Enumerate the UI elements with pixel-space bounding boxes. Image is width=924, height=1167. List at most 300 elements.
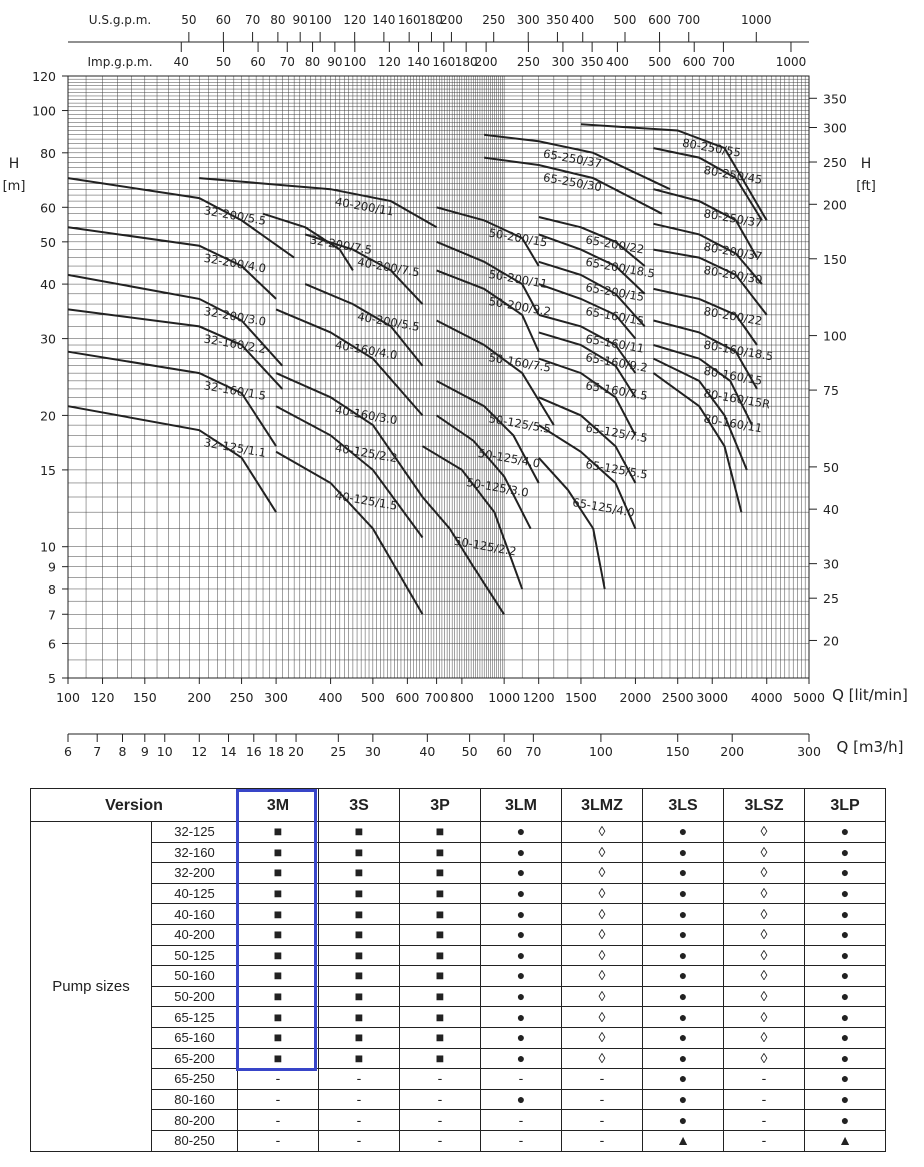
pump-curve: [423, 497, 505, 614]
availability-mark: ●: [481, 924, 562, 945]
curve-label: 80-200/37: [702, 239, 764, 264]
curve-label: 40-200/5.5: [356, 309, 421, 334]
usgpm-tick-label: 350: [545, 13, 569, 27]
y-tick-label: 5: [48, 671, 56, 686]
ft-tick-label: 40: [823, 502, 839, 518]
x-tick-label: 800: [449, 690, 474, 705]
m3h-tick-label: 200: [720, 744, 745, 759]
y-tick-label: 40: [40, 277, 56, 293]
x-tick-label: 600: [395, 690, 420, 705]
availability-mark: ●: [805, 904, 886, 925]
table-row: [31, 1089, 886, 1110]
y-tick-label: 7: [48, 607, 56, 623]
availability-mark: ●: [643, 1027, 724, 1048]
availability-mark: ■: [238, 1007, 319, 1028]
y-tick-label: 100: [32, 103, 56, 119]
ft-tick-label: 25: [823, 591, 839, 607]
curve-label: 80-250/37: [702, 206, 764, 231]
column-header-3m: 3M: [238, 789, 319, 822]
version-header: Version: [31, 789, 238, 822]
pump-size-cell: 80-250: [152, 1130, 238, 1151]
availability-mark: -: [724, 1110, 805, 1131]
y-tick-label: 6: [48, 636, 56, 652]
availability-mark: ■: [400, 945, 481, 966]
right-axis-unit: [ft]: [856, 179, 876, 194]
x-tick-label: 3000: [696, 690, 729, 705]
m3h-tick-label: 30: [364, 744, 381, 759]
x-tick-label: 1000: [488, 690, 521, 705]
availability-mark: ◊: [562, 904, 643, 925]
availability-mark: -: [400, 1069, 481, 1090]
availability-mark: ■: [238, 966, 319, 987]
ft-tick-label: 250: [823, 155, 847, 171]
pump-size-cell: 50-160: [152, 966, 238, 987]
pump-size-cell: 80-160: [152, 1089, 238, 1110]
usgpm-tick-label: 60: [215, 13, 232, 27]
availability-mark: ●: [481, 883, 562, 904]
impgpm-tick-label: 90: [327, 55, 343, 69]
m3h-tick-label: 150: [665, 744, 690, 759]
curve-label: 50-125/3.0: [465, 475, 530, 500]
availability-mark: ◊: [724, 904, 805, 925]
usgpm-tick-label: 600: [648, 13, 671, 27]
pump-size-cell: 32-125: [152, 822, 238, 843]
availability-mark: -: [319, 1069, 400, 1090]
curve-label: 65-125/4.0: [571, 495, 636, 520]
availability-mark: ◊: [724, 883, 805, 904]
availability-mark: ●: [643, 1069, 724, 1090]
availability-mark: ●: [643, 822, 724, 843]
column-header-3s: 3S: [319, 789, 400, 822]
x-tick-label: 1200: [522, 690, 555, 705]
column-header-3lm: 3LM: [481, 789, 562, 822]
availability-mark: ◊: [724, 863, 805, 884]
usgpm-tick-label: 140: [372, 13, 396, 27]
column-header-3lmz: 3LMZ: [562, 789, 643, 822]
impgpm-tick-label: 140: [407, 55, 431, 69]
ft-tick-label: 200: [823, 197, 847, 213]
x-tick-label: 4000: [750, 690, 783, 705]
availability-mark: ■: [319, 883, 400, 904]
availability-mark: ◊: [724, 986, 805, 1007]
table-row: [31, 822, 886, 843]
m3h-tick-label: 8: [118, 744, 127, 759]
availability-mark: -: [724, 1130, 805, 1151]
availability-mark: ■: [400, 842, 481, 863]
availability-mark: -: [481, 1130, 562, 1151]
availability-mark: ■: [238, 986, 319, 1007]
availability-mark: ●: [805, 1027, 886, 1048]
availability-mark: ●: [805, 966, 886, 987]
m3h-tick-label: 6: [64, 744, 72, 759]
y-tick-label: 15: [40, 462, 56, 478]
usgpm-tick-label: 160: [397, 13, 421, 27]
availability-mark: ■: [319, 904, 400, 925]
y-tick-label: 10: [40, 539, 56, 555]
availability-mark: -: [238, 1089, 319, 1110]
x-tick-label: 150: [132, 690, 157, 705]
curve-label: 80-200/22: [702, 304, 764, 329]
usgpm-tick-label: 70: [244, 13, 261, 27]
curve-label: 32-200/4.0: [202, 250, 268, 276]
pump-size-cell: 80-200: [152, 1110, 238, 1131]
availability-mark: -: [400, 1110, 481, 1131]
y-tick-label: 20: [40, 408, 56, 424]
table-row: [31, 1069, 886, 1090]
availability-mark: ●: [805, 863, 886, 884]
y-tick-label: 50: [40, 234, 56, 250]
impgpm-tick-label: 50: [215, 55, 232, 69]
curve-label: 50-200/9.2: [487, 294, 553, 319]
curve-label: 80-250/55: [681, 135, 742, 160]
ft-tick-label: 300: [823, 120, 847, 136]
availability-mark: ■: [400, 986, 481, 1007]
curve-label: 50-200/15: [487, 225, 549, 250]
table-row: [31, 1130, 886, 1151]
ft-tick-label: 150: [823, 251, 847, 267]
pump-size-cell: 50-200: [152, 986, 238, 1007]
curve-label: 65-250/30: [542, 170, 603, 195]
availability-mark: ◊: [724, 1027, 805, 1048]
y-tick-label: 8: [48, 581, 56, 597]
availability-mark: ■: [319, 1048, 400, 1069]
m3h-tick-label: 60: [496, 744, 513, 759]
availability-mark: ■: [400, 924, 481, 945]
availability-mark: ●: [643, 842, 724, 863]
x-tick-label: 700: [424, 690, 449, 705]
availability-mark: ■: [238, 1027, 319, 1048]
availability-mark: ◊: [724, 842, 805, 863]
availability-mark: ●: [481, 966, 562, 987]
availability-mark: ●: [643, 1110, 724, 1131]
availability-mark: ●: [805, 945, 886, 966]
pump-curve: [68, 406, 276, 512]
m3h-tick-label: 25: [330, 744, 347, 759]
y-tick-label: 30: [40, 331, 56, 347]
m3h-tick-label: 300: [797, 744, 821, 759]
availability-mark: ●: [643, 883, 724, 904]
column-header-3lsz: 3LSZ: [724, 789, 805, 822]
curve-label: 80-160/11: [702, 411, 764, 436]
curve-label: 65-250/37: [542, 146, 603, 171]
y-axis-unit: [m]: [2, 179, 26, 194]
m3h-tick-label: 40: [419, 744, 436, 759]
availability-mark: ●: [481, 1027, 562, 1048]
availability-mark: ●: [481, 904, 562, 925]
y-axis-label: H: [8, 156, 20, 172]
table-row: [31, 904, 886, 925]
m3h-tick-label: 70: [525, 744, 542, 759]
x-tick-label: 200: [187, 690, 212, 705]
right-axis-label: H: [860, 156, 872, 172]
y-tick-label: 80: [40, 145, 56, 161]
x-tick-label: 2500: [661, 690, 694, 705]
ft-tick-label: 100: [823, 328, 847, 344]
x-tick-label: 1500: [565, 690, 597, 705]
availability-mark: ◊: [724, 924, 805, 945]
m3h-tick-label: 50: [461, 744, 478, 759]
x-tick-label: 2000: [619, 690, 652, 705]
pump-size-cell: 40-125: [152, 883, 238, 904]
availability-mark: ●: [805, 1048, 886, 1069]
availability-mark: ■: [238, 904, 319, 925]
curve-label: 80-160/15R: [702, 386, 772, 412]
availability-mark: ■: [238, 822, 319, 843]
pump-size-cell: 32-160: [152, 842, 238, 863]
curve-label: 40-160/4.0: [334, 337, 399, 363]
availability-mark: ■: [319, 842, 400, 863]
availability-mark: ◊: [562, 822, 643, 843]
ft-tick-label: 50: [823, 459, 839, 475]
availability-mark: ▲: [805, 1130, 886, 1151]
curve-label: 32-160/2.2: [202, 331, 268, 357]
availability-mark: -: [481, 1069, 562, 1090]
availability-mark: -: [481, 1110, 562, 1131]
availability-mark: ◊: [562, 924, 643, 945]
availability-mark: ●: [805, 986, 886, 1007]
curve-label: 65-160/9.2: [584, 350, 649, 375]
availability-mark: ◊: [562, 1007, 643, 1028]
x-tick-label: 5000: [793, 690, 825, 705]
availability-mark: ●: [481, 1007, 562, 1028]
curve-label: 65-125/5.5: [584, 457, 649, 482]
m3h-tick-label: 18: [268, 744, 285, 759]
availability-mark: ■: [238, 842, 319, 863]
table-row: [31, 842, 886, 863]
ft-tick-label: 350: [823, 91, 847, 107]
usgpm-tick-label: 300: [516, 13, 540, 27]
usgpm-tick-label: 250: [482, 13, 506, 27]
curve-label: 32-200/5.5: [202, 203, 268, 228]
availability-mark: ◊: [724, 1048, 805, 1069]
availability-mark: ●: [481, 1089, 562, 1110]
impgpm-tick-label: 120: [377, 55, 401, 69]
availability-mark: ◊: [562, 883, 643, 904]
impgpm-tick-label: 70: [279, 55, 295, 69]
pump-size-cell: 40-160: [152, 904, 238, 925]
usgpm-tick-label: 200: [439, 13, 463, 27]
availability-mark: ●: [643, 945, 724, 966]
availability-mark: -: [238, 1069, 319, 1090]
curve-label: 32-200/7.5: [308, 232, 374, 258]
availability-mark: ●: [805, 883, 886, 904]
availability-mark: ■: [319, 945, 400, 966]
usgpm-tick-label: 180: [420, 13, 443, 27]
availability-mark: ▲: [643, 1130, 724, 1151]
y-tick-label: 120: [32, 69, 56, 84]
curve-label: 50-160/7.5: [487, 350, 553, 375]
availability-mark: ◊: [562, 863, 643, 884]
usgpm-tick-label: 400: [571, 13, 595, 27]
pump-size-cell: 32-200: [152, 863, 238, 884]
availability-mark: ●: [643, 1048, 724, 1069]
availability-mark: ●: [643, 863, 724, 884]
curve-label: 40-200/7.5: [356, 254, 421, 280]
availability-mark: ■: [400, 1048, 481, 1069]
impgpm-tick-label: 200: [474, 55, 498, 69]
y-tick-label: 60: [40, 200, 56, 216]
availability-mark: -: [724, 1069, 805, 1090]
curve-label: 40-125/1.5: [334, 488, 399, 513]
curve-label: 65-160/7.5: [584, 378, 649, 404]
impgpm-tick-label: 1000: [775, 55, 807, 69]
availability-mark: ●: [805, 1007, 886, 1028]
usgpm-axis-label: U.S.g.p.m.: [88, 13, 152, 27]
availability-mark: ◊: [562, 966, 643, 987]
m3h-tick-label: 7: [93, 744, 102, 759]
availability-mark: ●: [805, 924, 886, 945]
impgpm-tick-label: 350: [580, 55, 604, 69]
column-header-3lp: 3LP: [805, 789, 886, 822]
availability-mark: ◊: [724, 966, 805, 987]
availability-mark: ●: [805, 822, 886, 843]
availability-mark: ■: [400, 883, 481, 904]
availability-mark: ●: [481, 1048, 562, 1069]
availability-mark: ■: [400, 1007, 481, 1028]
impgpm-tick-label: 250: [516, 55, 540, 69]
m3h-axis-label: Q [m3/h]: [836, 738, 904, 756]
curve-label: 40-125/2.2: [334, 440, 399, 466]
impgpm-axis-label: Imp.g.p.m.: [87, 55, 153, 69]
x-axis-label: Q [lit/min]: [832, 686, 908, 704]
impgpm-tick-label: 700: [711, 55, 735, 69]
m3h-tick-label: 100: [588, 744, 613, 759]
m3h-tick-label: 10: [156, 744, 173, 759]
pump-size-cell: 65-250: [152, 1069, 238, 1090]
curve-label: 65-160/11: [584, 331, 646, 356]
impgpm-tick-label: 600: [682, 55, 706, 69]
availability-mark: -: [400, 1130, 481, 1151]
m3h-tick-label: 16: [245, 744, 262, 759]
availability-mark: ■: [319, 822, 400, 843]
availability-mark: ●: [805, 1110, 886, 1131]
curve-label: 40-160/3.0: [334, 402, 399, 428]
usgpm-tick-label: 500: [613, 13, 637, 27]
availability-mark: ◊: [562, 945, 643, 966]
availability-mark: ●: [481, 842, 562, 863]
curve-label: 50-125/4.0: [476, 445, 542, 471]
availability-mark: -: [562, 1130, 643, 1151]
availability-mark: ◊: [724, 1007, 805, 1028]
pump-curve: [437, 321, 554, 426]
table-row: [31, 1048, 886, 1069]
usgpm-tick-label: 50: [181, 13, 197, 27]
impgpm-tick-label: 500: [648, 55, 672, 69]
availability-mark: ■: [319, 1027, 400, 1048]
availability-mark: ●: [805, 842, 886, 863]
availability-mark: ●: [643, 966, 724, 987]
usgpm-tick-label: 1000: [741, 13, 772, 27]
availability-mark: -: [238, 1110, 319, 1131]
availability-mark: ●: [481, 986, 562, 1007]
curve-label: 32-125/1.1: [202, 435, 268, 461]
availability-mark: ■: [400, 904, 481, 925]
usgpm-tick-label: 120: [343, 13, 367, 27]
pump-curve: [423, 446, 523, 589]
availability-mark: ■: [319, 966, 400, 987]
table-row: [31, 986, 886, 1007]
curve-label: 80-160/18.5: [702, 337, 775, 364]
availability-mark: -: [724, 1089, 805, 1110]
impgpm-tick-label: 400: [605, 55, 629, 69]
x-tick-label: 100: [56, 690, 80, 705]
table-row: [31, 863, 886, 884]
x-tick-label: 250: [229, 690, 254, 705]
m3h-tick-label: 12: [191, 744, 208, 759]
pump-sizes-label: Pump sizes: [31, 822, 152, 1152]
availability-mark: -: [400, 1089, 481, 1110]
pump-size-cell: 65-125: [152, 1007, 238, 1028]
curve-label: 65-200/18.5: [584, 254, 657, 281]
availability-mark: ●: [805, 1069, 886, 1090]
impgpm-tick-label: 40: [173, 55, 189, 69]
table-row: [31, 924, 886, 945]
availability-mark: ◊: [562, 986, 643, 1007]
ft-tick-label: 75: [823, 383, 839, 399]
availability-mark: ●: [643, 904, 724, 925]
availability-mark: ■: [400, 863, 481, 884]
availability-mark: ■: [400, 1027, 481, 1048]
ft-tick-label: 30: [823, 556, 839, 572]
availability-mark: -: [562, 1069, 643, 1090]
version-table: [30, 788, 886, 1152]
availability-mark: -: [319, 1130, 400, 1151]
availability-mark: -: [319, 1110, 400, 1131]
availability-mark: ■: [319, 986, 400, 1007]
y-tick-label: 9: [48, 559, 56, 575]
table-row: [31, 966, 886, 987]
availability-mark: ◊: [724, 822, 805, 843]
impgpm-tick-label: 180: [454, 55, 478, 69]
table-row: [31, 1007, 886, 1028]
availability-mark: ◊: [562, 1048, 643, 1069]
m3h-tick-label: 14: [220, 744, 237, 759]
availability-mark: ●: [643, 1089, 724, 1110]
usgpm-tick-label: 100: [308, 13, 332, 27]
pump-size-cell: 65-160: [152, 1027, 238, 1048]
pump-curve: [539, 458, 605, 589]
table-header-row: [31, 789, 886, 822]
curve-label: 80-250/45: [702, 162, 764, 187]
usgpm-tick-label: 700: [677, 13, 701, 27]
table-row: [31, 883, 886, 904]
availability-mark: ■: [238, 1048, 319, 1069]
curve-label: 32-160/1.5: [202, 378, 268, 404]
pump-curve: [276, 452, 422, 615]
availability-mark: ◊: [562, 1027, 643, 1048]
curve-label: 50-125/2.2: [453, 533, 518, 559]
x-tick-label: 120: [90, 690, 115, 705]
curve-label: 50-200/11: [487, 266, 549, 292]
availability-mark: ■: [400, 822, 481, 843]
curve-label: 80-160/15: [702, 363, 764, 388]
availability-mark: ●: [481, 863, 562, 884]
availability-mark: ■: [238, 883, 319, 904]
curve-label: 65-200/15: [584, 280, 646, 305]
column-header-3ls: 3LS: [643, 789, 724, 822]
m3h-tick-label: 20: [288, 744, 305, 759]
impgpm-tick-label: 60: [250, 55, 266, 69]
pump-curve: [581, 124, 767, 220]
m3h-tick-label: 9: [140, 744, 149, 759]
curve-label: 40-200/11: [334, 194, 395, 219]
pump-size-cell: 40-200: [152, 924, 238, 945]
curve-label: 65-125/7.5: [584, 420, 649, 446]
availability-mark: ●: [805, 1089, 886, 1110]
impgpm-tick-label: 80: [304, 55, 321, 69]
curve-label: 50-125/5.5: [487, 411, 553, 437]
availability-mark: ●: [643, 924, 724, 945]
